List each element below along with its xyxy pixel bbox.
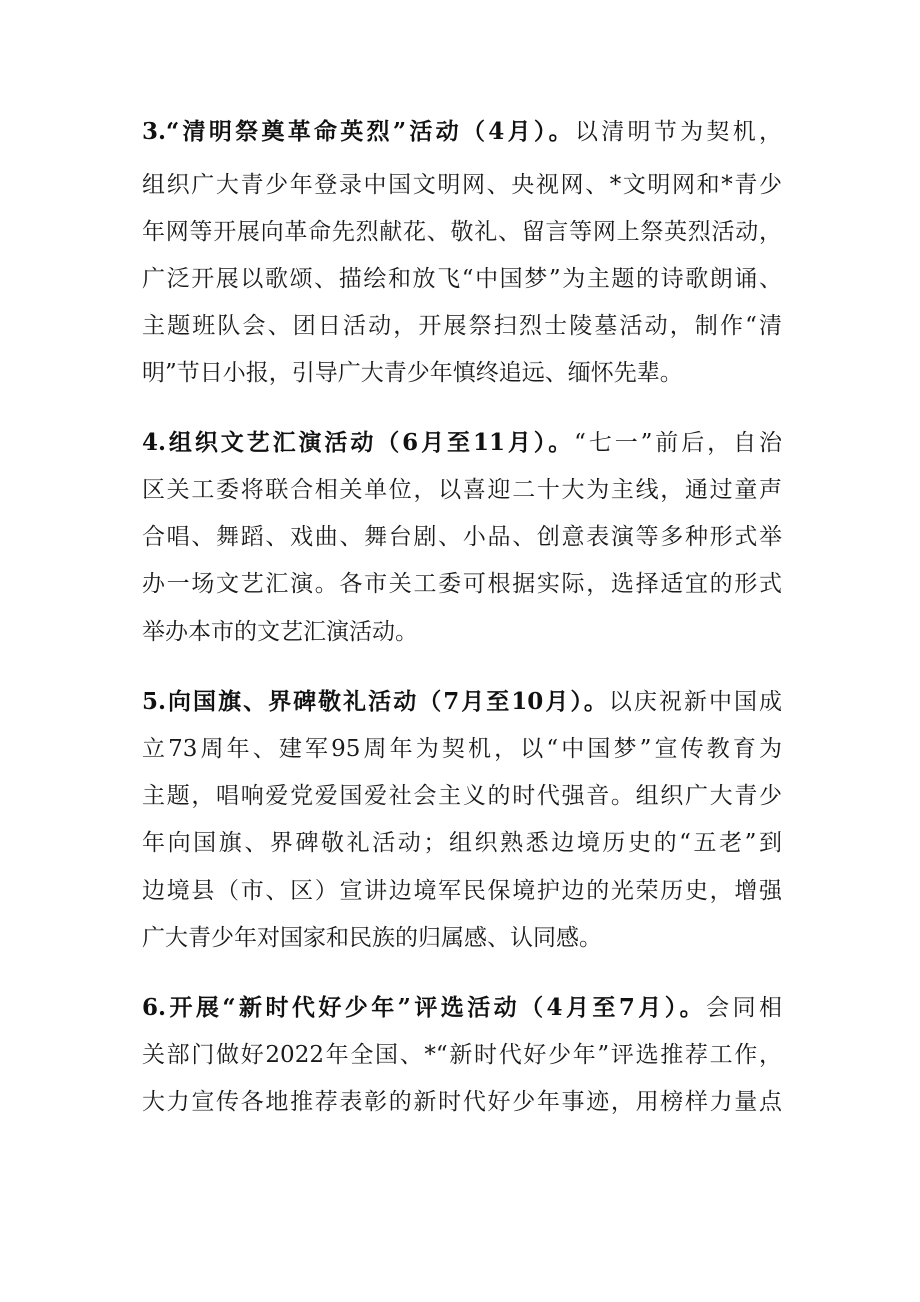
section-5-heading: 5.向国旗、界碑敬礼活动（7月至10月）。 <box>142 688 609 715</box>
paragraph-text: “七一”前后，自治 <box>574 430 782 456</box>
paragraph-line: 合唱、舞蹈、戏曲、舞台剧、小品、创意表演等多种形式举 <box>142 524 782 550</box>
paragraph-line: 关部门做好2022年全国、*“新时代好少年”评选推荐工作， <box>142 1042 782 1068</box>
section-4-first-line <box>142 422 782 464</box>
paragraph-line: 明”节日小报，引导广大青少年慎终追远、缅怀先辈。 <box>142 360 683 386</box>
paragraph-line: 年向国旗、界碑敬礼活动；组织熟悉边境历史的“五老”到 <box>142 830 782 856</box>
paragraph-line: 边境县（市、区）宣讲边境军民保境护边的光荣历史，增强 <box>142 878 782 904</box>
section-3-first-line <box>142 111 782 153</box>
paragraph-line: 组织广大青少年登录中国文明网、央视网、*文明网和*青少 <box>142 172 782 198</box>
section-6-heading: 6.开展“新时代好少年”评选活动（4月至7月）。 <box>142 994 707 1021</box>
paragraph-line: 广泛开展以歌颂、描绘和放飞“中国梦”为主题的诗歌朗诵、 <box>142 266 782 292</box>
section-5-first-line <box>142 681 782 723</box>
section-3-heading: 3.“清明祭奠革命英烈”活动（4月）。 <box>142 118 575 145</box>
paragraph-text: 以庆祝新中国成 <box>608 689 782 715</box>
paragraph-line: 主题班队会、团日活动，开展祭扫烈士陵墓活动，制作“清 <box>142 313 782 339</box>
paragraph-line: 办一场文艺汇演。各市关工委可根据实际，选择适宜的形式 <box>142 571 782 597</box>
paragraph-line: 举办本市的文艺汇演活动。 <box>142 619 418 645</box>
paragraph-line: 区关工委将联合相关单位，以喜迎二十大为主线，通过童声 <box>142 477 782 503</box>
paragraph-text: 会同相 <box>706 995 782 1021</box>
paragraph-line: 年网等开展向革命先烈献花、敬礼、留言等网上祭英烈活动， <box>142 219 782 245</box>
paragraph-line: 主题，唱响爱党爱国爱社会主义的时代强音。组织广大青少 <box>142 783 782 809</box>
section-4-heading: 4.组织文艺汇演活动（6月至11月）。 <box>142 429 575 456</box>
paragraph-line: 广大青少年对国家和民族的归属感、认同感。 <box>142 925 602 951</box>
section-6-first-line <box>142 987 782 1029</box>
paragraph-line: 大力宣传各地推荐表彰的新时代好少年事迹，用榜样力量点 <box>142 1089 782 1115</box>
paragraph-line: 立73周年、建军95周年为契机，以“中国梦”宣传教育为 <box>142 736 782 762</box>
paragraph-text: 以清明节为契机， <box>574 119 782 145</box>
